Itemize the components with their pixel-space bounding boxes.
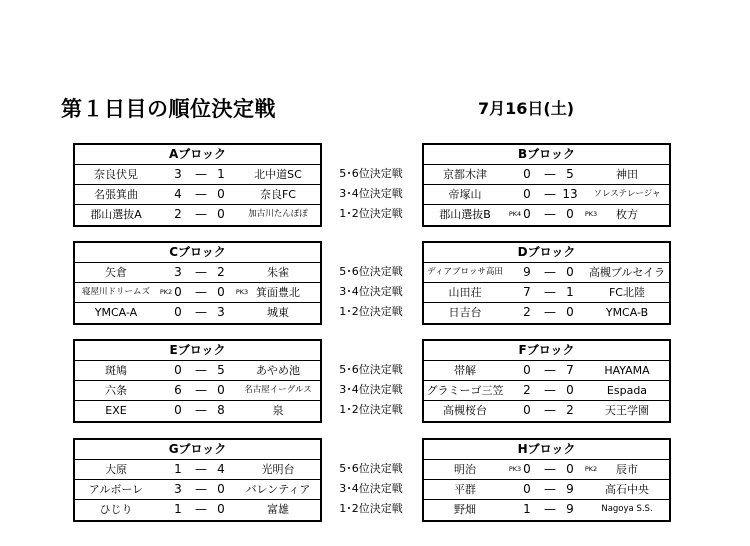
match-row xyxy=(75,165,320,185)
team-a: 帝塚山 xyxy=(448,188,482,201)
score-dash: — xyxy=(544,502,556,516)
score-a: 1 xyxy=(174,502,182,516)
score-b: 0 xyxy=(566,305,574,319)
match-row xyxy=(75,460,320,480)
score-b: 8 xyxy=(217,403,225,417)
score-b: 0 xyxy=(217,482,225,496)
team-b: Nagoya S.S. xyxy=(601,504,653,514)
match-row xyxy=(75,303,320,323)
placement-label: 5･6位決定戦 xyxy=(339,167,403,180)
score-b: 0 xyxy=(566,207,574,221)
score-b: 1 xyxy=(566,285,574,299)
placement-label: 3･4位決定戦 xyxy=(339,482,403,495)
placement-label: 5･6位決定戦 xyxy=(339,363,403,376)
score-b: 9 xyxy=(566,482,574,496)
block-header: Cブロック xyxy=(75,243,320,263)
score-a: 1 xyxy=(174,462,182,476)
score-a: 7 xyxy=(523,285,531,299)
match-row xyxy=(75,205,320,225)
score-b: 5 xyxy=(566,167,574,181)
match-row xyxy=(424,165,669,185)
score-b: 13 xyxy=(562,187,578,201)
block-header: Gブロック xyxy=(75,440,320,460)
score-a: 0 xyxy=(523,363,531,377)
match-row xyxy=(424,185,669,205)
team-a: グラミーゴ三笠 xyxy=(426,384,504,397)
match-row xyxy=(75,480,320,500)
score-a: 2 xyxy=(523,383,531,397)
score-dash: — xyxy=(544,167,556,181)
team-b: ソレステレージャ xyxy=(593,189,661,199)
score-b: 0 xyxy=(217,502,225,516)
team-a: 日吉台 xyxy=(448,306,482,319)
score-dash: — xyxy=(544,305,556,319)
score-b: 3 xyxy=(217,305,225,319)
team-a: 大原 xyxy=(105,463,127,476)
placement-label: 5･6位決定戦 xyxy=(339,462,403,475)
team-b: 加古川たんぽぽ xyxy=(248,209,308,219)
match-row xyxy=(75,263,320,283)
score-a: 0 xyxy=(523,403,531,417)
score-b: 1 xyxy=(217,167,225,181)
placement-label: 3･4位決定戦 xyxy=(339,187,403,200)
block-table xyxy=(422,438,671,522)
match-row xyxy=(424,480,669,500)
score-dash: — xyxy=(195,363,207,377)
match-row xyxy=(75,283,320,303)
team-b: 箕面豊北 xyxy=(256,286,300,299)
pk-score-a: PK3 xyxy=(508,465,522,473)
placement-label: 3･4位決定戦 xyxy=(339,383,403,396)
pk-score-a: PK4 xyxy=(508,210,522,218)
team-b: 高石中央 xyxy=(605,483,649,496)
score-a: 0 xyxy=(523,462,531,476)
score-dash: — xyxy=(544,207,556,221)
team-a: 斑鳩 xyxy=(105,364,127,377)
score-a: 1 xyxy=(523,502,531,516)
pk-score-b: PK3 xyxy=(235,288,249,296)
team-a: 六条 xyxy=(105,384,127,397)
block-table xyxy=(422,241,671,325)
team-b: 奈良FC xyxy=(259,188,296,201)
score-dash: — xyxy=(544,187,556,201)
score-a: 3 xyxy=(174,482,182,496)
team-a: ディアブロッサ高田 xyxy=(427,267,503,277)
score-dash: — xyxy=(195,403,207,417)
score-b: 0 xyxy=(217,187,225,201)
team-b: 富雄 xyxy=(267,503,289,516)
block-table xyxy=(73,339,322,423)
team-a: 帯解 xyxy=(454,364,476,377)
score-a: 0 xyxy=(174,363,182,377)
score-dash: — xyxy=(544,265,556,279)
team-a: 高槻桜台 xyxy=(443,404,487,417)
match-row xyxy=(75,185,320,205)
pk-score-b: PK3 xyxy=(584,210,598,218)
score-dash: — xyxy=(195,383,207,397)
team-b: YMCA-B xyxy=(605,306,649,319)
block-header: Eブロック xyxy=(75,341,320,361)
score-dash: — xyxy=(544,383,556,397)
team-a: YMCA-A xyxy=(94,306,138,319)
block-header: Aブロック xyxy=(75,145,320,165)
score-b: 0 xyxy=(566,383,574,397)
placement-label: 1･2位決定戦 xyxy=(339,403,403,416)
team-a: アルボーレ xyxy=(88,483,144,496)
score-dash: — xyxy=(195,187,207,201)
placement-label: 5･6位決定戦 xyxy=(339,265,403,278)
block-table xyxy=(73,143,322,227)
team-b: HAYAMA xyxy=(604,364,650,377)
team-b: 神田 xyxy=(616,168,638,181)
team-a: 郡山選抜B xyxy=(439,208,491,221)
placement-label: 1･2位決定戦 xyxy=(339,305,403,318)
match-row xyxy=(424,381,669,401)
score-dash: — xyxy=(195,305,207,319)
match-row xyxy=(424,500,669,520)
score-a: 6 xyxy=(174,383,182,397)
team-b: FC北陸 xyxy=(608,286,645,299)
page-title: 第１日目の順位決定戦 xyxy=(61,97,276,121)
match-row xyxy=(424,361,669,381)
score-a: 0 xyxy=(523,207,531,221)
score-dash: — xyxy=(544,482,556,496)
score-a: 2 xyxy=(174,207,182,221)
team-b: 北中道SC xyxy=(254,168,302,181)
team-a: 奈良伏見 xyxy=(94,168,138,181)
score-dash: — xyxy=(195,265,207,279)
team-b: バレンティア xyxy=(245,483,311,496)
score-a: 0 xyxy=(174,285,182,299)
score-a: 2 xyxy=(523,305,531,319)
team-a: ひじり xyxy=(99,503,133,516)
match-row xyxy=(75,361,320,381)
score-dash: — xyxy=(544,285,556,299)
placement-label: 1･2位決定戦 xyxy=(339,207,403,220)
pk-score-a: PK2 xyxy=(159,288,173,296)
match-row xyxy=(424,460,669,480)
team-b: 名古屋イーグルス xyxy=(244,385,312,395)
team-b: 泉 xyxy=(272,404,284,417)
match-date: 7月16日(土) xyxy=(478,99,575,118)
score-b: 2 xyxy=(217,265,225,279)
block-table xyxy=(422,339,671,423)
score-dash: — xyxy=(544,403,556,417)
team-a: 野畑 xyxy=(454,503,476,516)
score-dash: — xyxy=(195,502,207,516)
team-b: 天王学園 xyxy=(605,404,649,417)
team-a: 名張箕曲 xyxy=(94,188,138,201)
team-a: 平群 xyxy=(454,483,476,496)
team-b: 朱雀 xyxy=(267,266,289,279)
score-dash: — xyxy=(195,167,207,181)
score-a: 0 xyxy=(174,305,182,319)
score-b: 5 xyxy=(217,363,225,377)
block-table xyxy=(73,241,322,325)
team-a: 寝屋川ドリームズ xyxy=(81,287,150,297)
block-header: Fブロック xyxy=(424,341,669,361)
match-row xyxy=(424,283,669,303)
score-a: 3 xyxy=(174,265,182,279)
match-row xyxy=(424,303,669,323)
team-b: 辰市 xyxy=(616,463,638,476)
placement-label: 1･2位決定戦 xyxy=(339,502,403,515)
team-b: 枚方 xyxy=(616,208,638,221)
block-header: Bブロック xyxy=(424,145,669,165)
block-table xyxy=(73,438,322,522)
block-table xyxy=(422,143,671,227)
score-b: 7 xyxy=(566,363,574,377)
score-b: 0 xyxy=(217,285,225,299)
team-b: 光明台 xyxy=(261,463,295,476)
score-a: 9 xyxy=(523,265,531,279)
block-header: Hブロック xyxy=(424,440,669,460)
team-b: 高槻ブルセイラ xyxy=(588,266,666,279)
match-row xyxy=(75,381,320,401)
team-a: 矢倉 xyxy=(105,266,127,279)
score-b: 0 xyxy=(217,207,225,221)
team-a: 京都木津 xyxy=(443,168,487,181)
team-a: EXE xyxy=(105,404,127,417)
score-a: 3 xyxy=(174,167,182,181)
score-b: 4 xyxy=(217,462,225,476)
team-a: 郡山選抜A xyxy=(90,208,142,221)
score-dash: — xyxy=(195,285,207,299)
match-row xyxy=(75,401,320,421)
score-b: 9 xyxy=(566,502,574,516)
team-a: 山田荘 xyxy=(448,286,482,299)
placement-label: 3･4位決定戦 xyxy=(339,285,403,298)
score-dash: — xyxy=(195,207,207,221)
match-row xyxy=(424,401,669,421)
team-b: 城東 xyxy=(267,306,289,319)
score-b: 2 xyxy=(566,403,574,417)
score-b: 0 xyxy=(566,462,574,476)
score-a: 0 xyxy=(523,167,531,181)
match-row xyxy=(75,500,320,520)
score-b: 0 xyxy=(217,383,225,397)
score-dash: — xyxy=(195,462,207,476)
pk-score-b: PK2 xyxy=(584,465,598,473)
score-a: 0 xyxy=(174,403,182,417)
team-b: あやめ池 xyxy=(256,364,300,377)
score-dash: — xyxy=(195,482,207,496)
match-row xyxy=(424,263,669,283)
score-a: 0 xyxy=(523,187,531,201)
team-a: 明治 xyxy=(454,463,476,476)
score-dash: — xyxy=(544,462,556,476)
match-row xyxy=(424,205,669,225)
score-a: 0 xyxy=(523,482,531,496)
team-b: Espada xyxy=(606,384,648,397)
score-dash: — xyxy=(544,363,556,377)
score-a: 4 xyxy=(174,187,182,201)
block-header: Dブロック xyxy=(424,243,669,263)
score-b: 0 xyxy=(566,265,574,279)
